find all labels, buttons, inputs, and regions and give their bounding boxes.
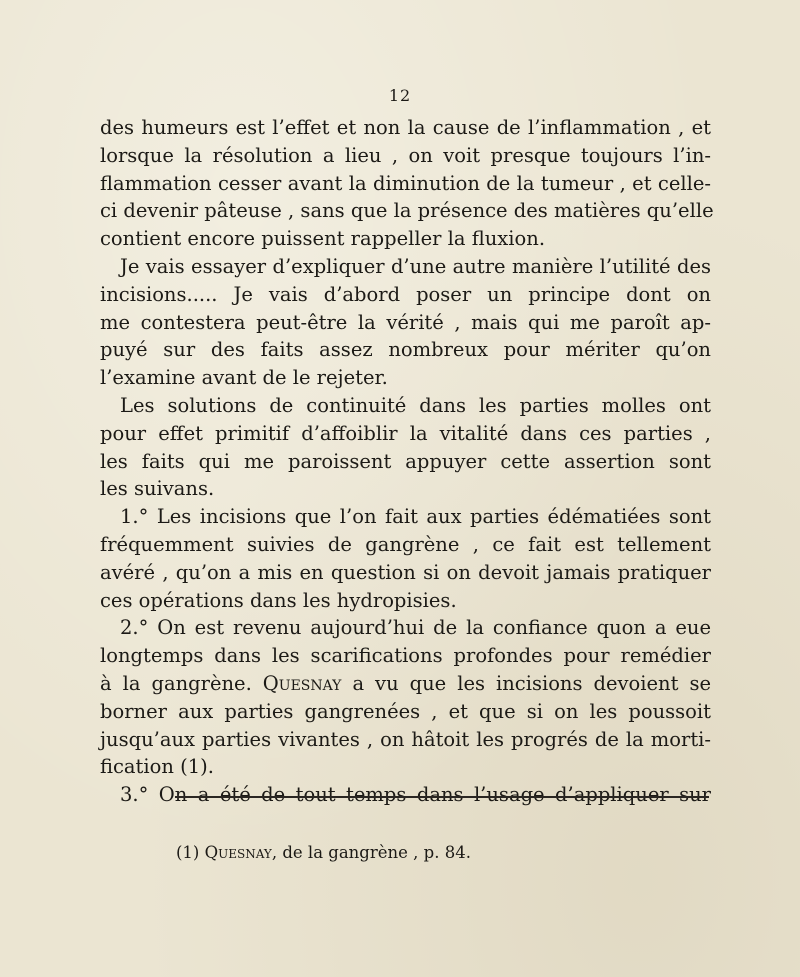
text-line: l’examine avant de le rejeter. (100, 366, 388, 390)
footnote-reference: , de la gangrène , p. 84. (271, 843, 471, 862)
text-segment: a vu que les incisions devoient se (352, 671, 711, 695)
text-line: ci devenir pâteuse , sans que la présence des matières qu’elle (100, 199, 714, 223)
text-line: longtemps dans les scarifications profondes pour remédier (100, 644, 711, 668)
author-name: Quesnay (262, 671, 342, 695)
text-line: ces opérations dans les hydropisies. (100, 588, 457, 612)
footnote-rule (175, 796, 709, 798)
text-line: Les solutions de continuité dans les parties molles ont (120, 393, 711, 417)
text-line: lorsque la résolution a lieu , on voit presque toujours l’in- (100, 143, 711, 167)
text-line: 2.° On est revenu aujourd’hui de la confiance quon a eue (120, 616, 711, 640)
body-text (100, 114, 714, 809)
text-line: 1.° Les incisions que l’on fait aux parties édématiées sont (120, 505, 711, 529)
text-line: fréquemment suivies de gangrène , ce fait est tellement (100, 532, 711, 556)
text-segment: à la gangrène. (100, 671, 252, 695)
footnote (176, 842, 471, 864)
text-line: contient encore puissent rappeller la fluxion. (100, 227, 546, 251)
text-line: flammation cesser avant la diminution de la tumeur , et celle- (100, 171, 711, 195)
text-line: jusqu’aux parties vivantes , on hâtoit les progrés de la morti- (100, 727, 711, 751)
text-line: 3.° On a été de tout temps dans l’usage d’appliquer sur (120, 783, 711, 807)
text-line (100, 670, 711, 698)
text-line: des humeurs est l’effet et non la cause de l’inflammation , et (100, 116, 711, 139)
text-line: incisions..... Je vais d’abord poser un principe dont on (100, 282, 711, 306)
text-line: les suivans. (100, 477, 215, 501)
text-line: les faits qui me paroissent appuyer cette assertion sont (100, 449, 711, 473)
text-line: borner aux parties gangrenées , et que si on les poussoit (100, 699, 711, 723)
page-number: 12 (388, 86, 412, 105)
text-line: fication (1). (100, 755, 214, 779)
text-line: Je vais essayer d’expliquer d’une autre manière l’utilité des (120, 254, 711, 278)
text-line: puyé sur des faits assez nombreux pour mériter qu’on (100, 338, 711, 362)
text-line: pour effet primitif d’affoiblir la vitalité dans ces parties , (100, 421, 711, 445)
footnote-marker: (1) (176, 843, 200, 862)
text-line: avéré , qu’on a mis en question si on devoit jamais pratiquer (100, 560, 711, 584)
footnote-author: Quesnay (204, 843, 272, 862)
text-line: me contestera peut-être la vérité , mais qui me paroît ap- (100, 310, 711, 334)
